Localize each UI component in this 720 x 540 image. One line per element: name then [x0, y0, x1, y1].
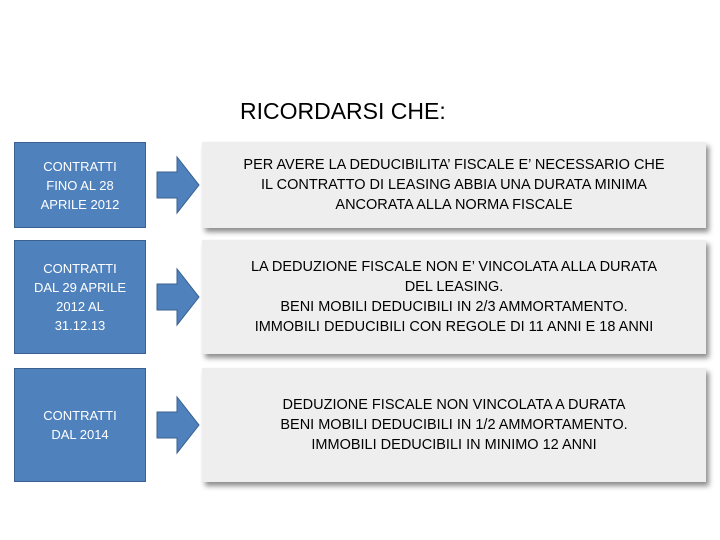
row-2-description — [202, 240, 706, 354]
row-3-desc-line-1: DEDUZIONE FISCALE NON VINCOLATA A DURATA — [282, 397, 626, 413]
row-3-description — [202, 368, 706, 482]
row-1-label — [14, 142, 146, 228]
row-2-desc-line-4: IMMOBILI DEDUCIBILI CON REGOLE DI 11 ANNI E 18 ANNI — [254, 319, 654, 335]
row-3-arrow-icon — [155, 394, 201, 456]
row-2-label-line-4: 31.12.13 — [54, 318, 106, 333]
page-title: RICORDARSI CHE: — [240, 98, 446, 124]
row-3-label-line-1: CONTRATTI — [43, 408, 117, 423]
row-2-label-line-1: CONTRATTI — [43, 261, 117, 276]
row-1-arrow-icon — [155, 154, 201, 216]
row-1-desc-line-2: IL CONTRATTO DI LEASING ABBIA UNA DURATA MINIMA — [261, 177, 647, 193]
row-3-label-line-2: DAL 2014 — [51, 427, 109, 442]
row-2-label-line-3: 2012 AL — [56, 299, 104, 314]
row-1-label-line-3: APRILE 2012 — [40, 196, 120, 212]
row-2-label — [14, 240, 146, 354]
row-2-desc-line-2: DEL LEASING. — [404, 279, 504, 295]
row-2-arrow-icon — [155, 266, 201, 328]
row-1-description — [202, 142, 706, 228]
row-1-desc-line-1: PER AVERE LA DEDUCIBILITA’ FISCALE E’ NECESSARIO CHE — [243, 157, 665, 173]
row-3-label — [14, 368, 146, 482]
row-2-label-line-2: DAL 29 APRILE — [33, 280, 126, 295]
row-1-label-line-1: CONTRATTI — [43, 158, 117, 174]
row-2-desc-line-1: LA DEDUZIONE FISCALE NON E’ VINCOLATA ALLA DURATA — [250, 259, 658, 275]
row-2-desc-line-3: BENI MOBILI DEDUCIBILI IN 2/3 AMMORTAMENTO. — [280, 299, 628, 315]
row-3-desc-line-3: IMMOBILI DEDUCIBILI IN MINIMO 12 ANNI — [311, 437, 597, 453]
row-1-desc-line-3: ANCORATA ALLA NORMA FISCALE — [335, 197, 573, 213]
row-1-label-line-2: FINO AL 28 — [46, 177, 114, 193]
row-3-desc-line-2: BENI MOBILI DEDUCIBILI IN 1/2 AMMORTAMENTO. — [280, 417, 628, 433]
